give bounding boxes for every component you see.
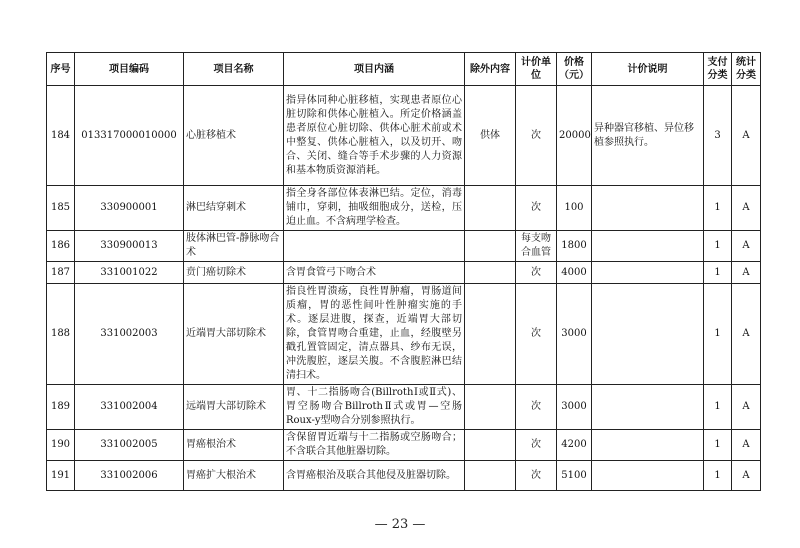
cell-excluded <box>465 284 516 385</box>
cell-name: 近端胃大部切除术 <box>184 284 284 385</box>
cell-excluded <box>465 430 516 461</box>
header-content: 项目内涵 <box>284 53 465 86</box>
cell-payment: 1 <box>704 385 732 430</box>
cell-excluded <box>465 262 516 284</box>
cell-note <box>592 385 704 430</box>
cell-content: 含胃食管弓下吻合术 <box>284 262 465 284</box>
cell-excluded: 供体 <box>465 86 516 186</box>
cell-seq: 188 <box>47 284 75 385</box>
cell-price: 3000 <box>557 284 592 385</box>
header-code: 项目编码 <box>75 53 184 86</box>
cell-payment: 1 <box>704 461 732 491</box>
cell-code: 331002004 <box>75 385 184 430</box>
cell-stat: A <box>732 385 761 430</box>
cell-price: 20000 <box>557 86 592 186</box>
cell-stat: A <box>732 86 761 186</box>
cell-stat: A <box>732 284 761 385</box>
cell-unit: 每支吻合血管 <box>516 231 557 262</box>
cell-code: 331002005 <box>75 430 184 461</box>
cell-seq: 186 <box>47 231 75 262</box>
cell-note: 异种器官移植、异位移植参照执行。 <box>592 86 704 186</box>
cell-price: 4200 <box>557 430 592 461</box>
cell-name: 胃癌根治术 <box>184 430 284 461</box>
cell-excluded <box>465 186 516 231</box>
cell-seq: 190 <box>47 430 75 461</box>
cell-stat: A <box>732 461 761 491</box>
cell-stat: A <box>732 262 761 284</box>
table-row <box>47 284 761 385</box>
header-stat: 统计分类 <box>732 53 761 86</box>
cell-name: 心脏移植术 <box>184 86 284 186</box>
cell-price: 4000 <box>557 262 592 284</box>
cell-name: 远端胃大部切除术 <box>184 385 284 430</box>
table-row <box>47 385 761 430</box>
cell-seq: 191 <box>47 461 75 491</box>
cell-unit: 次 <box>516 385 557 430</box>
page-number: — 23 — <box>374 517 426 532</box>
cell-code: 331002006 <box>75 461 184 491</box>
cell-code: 331002003 <box>75 284 184 385</box>
header-payment: 支付分类 <box>704 53 732 86</box>
cell-excluded <box>465 461 516 491</box>
cell-price: 1800 <box>557 231 592 262</box>
cell-name: 贲门癌切除术 <box>184 262 284 284</box>
cell-code: 330900013 <box>75 231 184 262</box>
cell-unit: 次 <box>516 461 557 491</box>
cell-content: 指异体同种心脏移植，实现患者原位心脏切除和供体心脏植入。所定价格涵盖患者原位心脏切除、供体心脏术前或术中整复、供体心脏植入，以及切开、吻合、关闭、缝合等手术步骤的人力资源和基本物质资源消耗。 <box>284 86 465 186</box>
cell-name: 淋巴结穿刺术 <box>184 186 284 231</box>
header-seq: 序号 <box>47 53 75 86</box>
cell-seq: 185 <box>47 186 75 231</box>
cell-price: 100 <box>557 186 592 231</box>
cell-note <box>592 186 704 231</box>
cell-unit: 次 <box>516 86 557 186</box>
cell-stat: A <box>732 231 761 262</box>
cell-content: 指全身各部位体表淋巴结。定位，消毒铺巾，穿刺，抽吸细胞成分，送检，压迫止血。不含病理学检查。 <box>284 186 465 231</box>
cell-content <box>284 231 465 262</box>
table-row <box>47 86 761 186</box>
cell-code: 013317000010000 <box>75 86 184 186</box>
table-row <box>47 186 761 231</box>
cell-payment: 1 <box>704 262 732 284</box>
cell-unit: 次 <box>516 262 557 284</box>
cell-code: 331001022 <box>75 262 184 284</box>
cell-note <box>592 231 704 262</box>
table-row <box>47 262 761 284</box>
header-name: 项目名称 <box>184 53 284 86</box>
cell-note <box>592 430 704 461</box>
cell-excluded <box>465 385 516 430</box>
cell-unit: 次 <box>516 430 557 461</box>
table-row <box>47 430 761 461</box>
cell-note <box>592 461 704 491</box>
cell-price: 3000 <box>557 385 592 430</box>
cell-note <box>592 284 704 385</box>
cell-payment: 3 <box>704 86 732 186</box>
pricing-table <box>46 52 761 491</box>
table-row <box>47 231 761 262</box>
cell-content: 含胃癌根治及联合其他侵及脏器切除。 <box>284 461 465 491</box>
cell-content: 含保留胃近端与十二指肠或空肠吻合；不含联合其他脏器切除。 <box>284 430 465 461</box>
cell-seq: 184 <box>47 86 75 186</box>
table-header-row <box>47 53 761 86</box>
cell-seq: 187 <box>47 262 75 284</box>
cell-stat: A <box>732 430 761 461</box>
cell-payment: 1 <box>704 231 732 262</box>
cell-content: 指良性胃溃疡，良性胃肿瘤，胃肠道间质瘤，胃的恶性间叶性肿瘤实施的手术。逐层进腹，探查，近端胃大部切除，食管胃吻合重建，止血，经腹壁另戳孔置管固定，清点器具、纱布无误，冲洗腹腔，逐层关腹。不含腹腔淋巴结清扫术。 <box>284 284 465 385</box>
cell-name: 肢体淋巴管-静脉吻合术 <box>184 231 284 262</box>
cell-payment: 1 <box>704 186 732 231</box>
cell-note <box>592 262 704 284</box>
cell-unit: 次 <box>516 186 557 231</box>
header-unit: 计价单位 <box>516 53 557 86</box>
cell-excluded <box>465 231 516 262</box>
cell-stat: A <box>732 186 761 231</box>
cell-price: 5100 <box>557 461 592 491</box>
cell-content: 胃、十二指肠吻合(BillrothⅠ或Ⅱ式)、胃空肠吻合BillrothⅡ式或胃—空肠Roux-y型吻合分别参照执行。 <box>284 385 465 430</box>
cell-code: 330900001 <box>75 186 184 231</box>
header-excluded: 除外内容 <box>465 53 516 86</box>
header-note: 计价说明 <box>592 53 704 86</box>
cell-seq: 189 <box>47 385 75 430</box>
cell-unit: 次 <box>516 284 557 385</box>
header-price: 价格（元） <box>557 53 592 86</box>
cell-payment: 1 <box>704 284 732 385</box>
cell-name: 胃癌扩大根治术 <box>184 461 284 491</box>
table-row <box>47 461 761 491</box>
cell-payment: 1 <box>704 430 732 461</box>
